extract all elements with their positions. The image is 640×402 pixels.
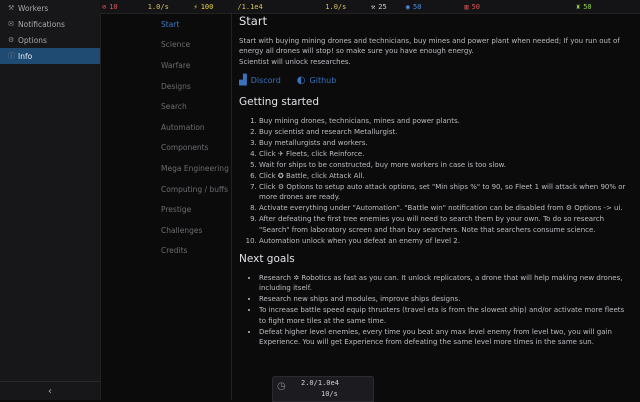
subnav-item-automation[interactable]: Automation [161,122,205,132]
getting-started-heading: Getting started [239,96,319,108]
factory-icon: ▥ [464,2,469,11]
resource-value: 25 [378,2,387,11]
next-goals-heading: Next goals [239,253,295,265]
resource-rate-value: 1.0/s [325,2,347,11]
game-speed-widget[interactable] [272,376,374,402]
subnav-item-science[interactable]: Science [161,40,191,50]
subnav-item-credits[interactable]: Credits [161,246,188,256]
sidebar-item-workers[interactable] [0,0,100,16]
subnav-item-search[interactable]: Search [161,102,187,112]
list-item: • To increase battle speed equip thrusters (travel eta is from the slowest ship) and/or activate more fleets to fight more tiles at the same time. [259,305,631,326]
list-item: 2. Buy scientist and research Metallurgist. [259,127,631,138]
resource-energy [194,3,238,11]
sidebar-item-info[interactable] [0,48,100,64]
subnav-item-computing-buffs[interactable]: Computing / buffs [161,184,229,194]
info-subnav [156,14,232,261]
resource-worker [371,3,406,11]
sidebar-item-label: Info [18,51,33,61]
sidebar-item-options[interactable] [0,32,100,48]
energy-icon: ⚡ [193,2,198,11]
getting-started-list [239,116,631,247]
list-item: 9. After defeating the first tree enemies you will need to search them by your own. To do so research "Search" from laboratory screen and than buy searchers. Note that searchers consume science. [259,214,631,235]
chevron-left-icon: ‹ [48,385,52,397]
resource-value: 50 [471,2,480,11]
science-icon: ◉ [405,2,410,11]
sidebar-collapse-button[interactable] [0,381,100,400]
clock-icon: ◷ [277,381,286,392]
intro-text: Start with buying mining drones and technicians, buy mines and power plant when needed; If you run out of energy all drones will stop! so make sure you have enough energy. [239,36,620,55]
link-label: Discord [250,75,281,85]
link-label: Github [309,75,337,85]
info-content [239,14,631,348]
sidebar-item-label: Notifications [18,19,65,29]
subnav-item-start[interactable]: Start [161,19,180,29]
subnav-item-challenges[interactable]: Challenges [161,225,203,235]
resource-value: 50 [583,2,592,11]
list-item: 8. Activate everything under "Automation". "Battle win" notification can be disabled from ⚙ Options -> ui. [259,203,631,214]
resource-bar [100,0,640,14]
bell-icon: ✉ [8,20,14,28]
warning-icon: ⊘ [102,2,107,11]
resource-science [406,3,465,11]
sidebar [0,0,101,400]
github-link[interactable] [297,76,337,87]
info-icon: ⓘ [8,52,15,60]
subnav-item-prestige[interactable]: Prestige [161,205,192,215]
external-links [239,73,631,89]
list-item: 7. Click ⚙ Options to setup auto attack options, set "Min ships %" to 90, so Fleet 1 will attack when 90% or more drones are ready. [259,182,631,203]
resource-rate-value: 1.0/s [147,2,169,11]
sidebar-item-label: Workers [18,3,49,13]
worker-icon: ⚒ [8,4,15,12]
list-item: • Research ✲ Robotics as fast as you can. It unlock replicators, a drone that will help making new drones, including itself. [259,273,631,294]
subnav-item-designs[interactable]: Designs [161,81,191,91]
intro-text-2: Scientist will unlock researches. [239,57,351,66]
time-value: 2.0/1.0e4 [301,379,339,387]
sidebar-item-notifications[interactable] [0,16,100,32]
resource-drone [576,3,640,11]
subnav-item-components[interactable]: Components [161,143,209,153]
list-item: 1. Buy mining drones, technicians, mines and power plants. [259,116,631,127]
list-item: 6. Click ✪ Battle, click Attack All. [259,171,631,182]
resource-factory [464,3,576,11]
resource-rate [325,3,371,11]
list-item: 5. Wait for ships to be constructed, buy more workers in case is too slow. [259,160,631,171]
github-icon: ◐ [296,74,306,86]
page-title: Start [239,14,268,28]
subnav-item-mega-engineering[interactable]: Mega Engineering [161,163,229,173]
discord-icon: ▟ [239,74,247,86]
drone-icon: ♜ [575,2,581,11]
list-item: • Research new ships and modules, improve ships designs. [259,294,631,305]
list-item: • Defeat higher level enemies, every time you beat any max level enemy from level two, you will gain Experience. You will get Experience from defeating the same level more times in the same sun. [259,327,631,348]
subnav-divider [231,14,232,400]
resource-value: 100 [200,2,214,11]
next-goals-list [239,273,631,348]
resource-rate [148,3,194,11]
resource-value: 10 [109,2,118,11]
list-item: 3. Buy metallurgists and workers. [259,138,631,149]
resource-rate-value: /1.1e4 [237,2,263,11]
gear-icon: ⚙ [8,36,15,44]
list-item: 10. Automation unlock when you defeat an enemy of level 2. [259,236,631,247]
time-rate: 10/s [321,390,338,398]
resource-warning [100,3,148,11]
worker-icon: ⚒ [371,2,376,11]
subnav-item-warfare[interactable]: Warfare [161,60,191,70]
list-item: 4. Click ✈ Fleets, click Reinforce. [259,149,631,160]
discord-link[interactable] [239,76,281,87]
resource-rate [237,3,283,11]
resource-value: 50 [413,2,422,11]
sidebar-item-label: Options [18,35,47,45]
